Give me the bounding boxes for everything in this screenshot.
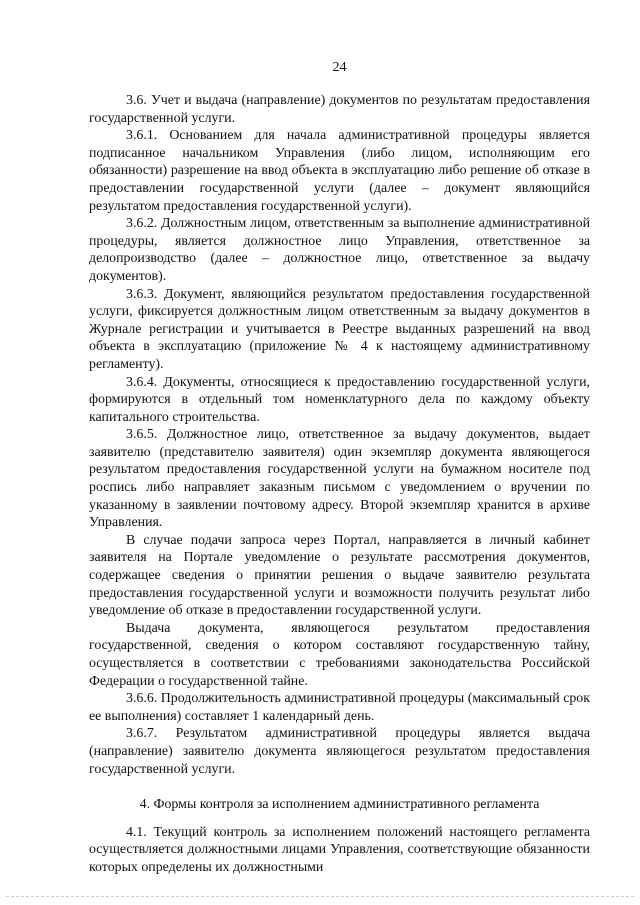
paragraph-portal-notice: В случае подачи запроса через Портал, направляется в личный кабинет заявителя на Портале уведомление о результате рассмотрения документов, содержащее сведения о принятии решения о выдаче заявителю результата предоставления государственной услуги и возможности получить результат либо уведомление об отказе в предоставлении государственной услуги.	[89, 532, 590, 619]
paragraph-state-secret: Выдача документа, являющегося результатом предоставления государственной, сведения о котором составляют государственную тайну, осуществляется в соответствии с требованиями законодательства Российской Федерации о государственной тайне.	[89, 620, 590, 689]
paragraph-3-6-3: 3.6.3. Документ, являющийся результатом предоставления государственной услуги, фиксируется должностным лицом ответственным за выдачу документов в Журнале регистрации и учитывается в Реестре выданных разрешений на ввод объекта в эксплуатацию (приложение № 4 к настоящему административному регламенту).	[89, 286, 590, 372]
paragraph-3-6-1: 3.6.1. Основанием для начала административной процедуры является подписанное начальником Управления (либо лицом, исполняющим его обязанности) разрешение на ввод объекта в эксплуатацию либо решение об отказе в предоставлении государственной услуги (далее – документ являющийся результатом предоставления государственной услуги).	[89, 128, 590, 214]
paragraph-3-6-2: 3.6.2. Должностным лицом, ответственным за выполнение административной процедуры, является должностное лицо Управления, ответственное за делопроизводство (далее – должностное лицо, ответственное за выдачу документов).	[89, 216, 590, 284]
paragraph-3-6-5: 3.6.5. Должностное лицо, ответственное за выдачу документов, выдает заявителю (представителю заявителя) один экземпляр документа являющегося результатом предоставления государственной услуги на бумажном носителе под роспись либо направляет заказным письмом с уведомлением о вручении по указанному в заявлении почтовому адресу. Второй экземпляр хранится в архиве Управления.	[89, 427, 590, 531]
paragraph-3-6: 3.6. Учет и выдача (направление) документов по результатам предоставления государственной услуги.	[89, 93, 590, 126]
section-3-6	[89, 92, 590, 778]
section-heading: 4. Формы контроля за исполнением административного регламента	[139, 797, 540, 813]
paragraph-4-1: 4.1. Текущий контроль за исполнением положений настоящего регламента осуществляется должностными лицами Управления, соответствующие обязанности которых определены их должностными	[89, 824, 590, 875]
paragraph-3-6-4: 3.6.4. Документы, относящиеся к предоставлению государственной услуги, формируются в отдельный том номенклатурного дела по каждому объекту капитального строительства.	[89, 374, 590, 425]
scan-edge-line	[6, 896, 634, 897]
paragraph-3-6-7: 3.6.7. Результатом административной процедуры является выдача (направление) заявителю документа являющегося результатом предоставления государственной услуги.	[89, 726, 590, 777]
page-number: 24	[332, 60, 347, 75]
paragraph-3-6-6: 3.6.6. Продолжительность административной процедуры (максимальный срок ее выполнения) составляет 1 календарный день.	[89, 691, 590, 724]
